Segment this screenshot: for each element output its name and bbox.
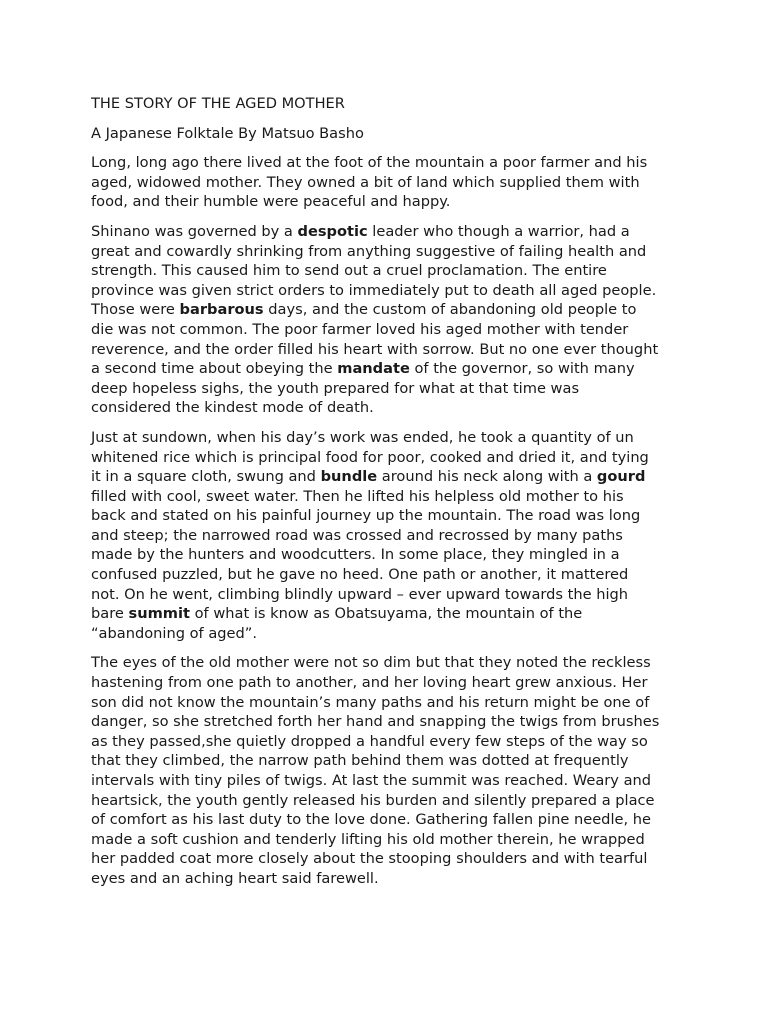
paragraph-line — [91, 771, 691, 791]
paragraph-line — [91, 869, 691, 889]
paragraph-line — [91, 526, 691, 546]
text-run: Just at sundown, when his day’s work was ended, he took a quantity of un — [91, 428, 634, 446]
paragraph-line — [91, 693, 691, 713]
text-run: filled with cool, sweet water. Then he lifted his helpless old mother to his — [91, 487, 624, 505]
document-subtitle: A Japanese Folktale By Matsuo Basho — [91, 124, 364, 142]
text-run: of the governor, so with many — [409, 360, 635, 378]
text-run: great and cowardly shrinking from anything suggestive of failing health and — [91, 242, 647, 260]
paragraph-4 — [91, 653, 691, 888]
paragraph-line — [91, 192, 691, 212]
paragraph-line — [91, 242, 691, 262]
paragraph-list — [91, 153, 691, 888]
text-run: eyes and an aching heart said farewell. — [91, 869, 379, 887]
text-run: bare — [91, 605, 129, 623]
text-run: considered the kindest mode of death. — [91, 399, 374, 417]
paragraph-line — [91, 565, 691, 585]
paragraph-1 — [91, 153, 691, 212]
text-run: leader who though a warrior, had a — [367, 222, 630, 240]
bold-vocabulary-word: gourd — [596, 468, 646, 486]
paragraph-line — [91, 810, 691, 830]
text-run: heartsick, the youth gently released his burden and silently prepared a place — [91, 791, 655, 809]
text-run: die was not common. The poor farmer loved his aged mother with tender — [91, 320, 629, 338]
text-run: “abandoning of aged”. — [91, 624, 257, 642]
text-run: food, and their humble were peaceful and happy. — [91, 193, 451, 211]
text-run: reverence, and the order filled his heart with sorrow. But no one ever thought — [91, 340, 659, 358]
paragraph-line — [91, 379, 691, 399]
paragraph-line — [91, 428, 691, 448]
paragraph-line — [91, 624, 691, 644]
paragraph-line — [91, 585, 691, 605]
text-run: a second time about obeying the — [91, 360, 338, 378]
text-run: Those were — [91, 301, 180, 319]
paragraph-line — [91, 791, 691, 811]
paragraph-line — [91, 653, 691, 673]
text-run: of what is know as Obatsuyama, the mountain of the — [189, 605, 583, 623]
text-run: her padded coat more closely about the stooping shoulders and with tearful — [91, 850, 648, 868]
text-run: that they climbed, the narrow path behind them was dotted at frequently — [91, 752, 629, 770]
paragraph-2 — [91, 222, 691, 418]
paragraph-line — [91, 340, 691, 360]
paragraph-line — [91, 359, 691, 379]
paragraph-line — [91, 281, 691, 301]
text-run: of comfort as his last duty to the love done. Gathering fallen pine needle, he — [91, 811, 651, 829]
text-run: intervals with tiny piles of twigs. At last the summit was reached. Weary and — [91, 772, 652, 789]
text-run: not. On he went, climbing blindly upward – ever upward towards the high — [91, 585, 629, 603]
paragraph-line — [91, 604, 691, 624]
text-run: deep hopeless sighs, the youth prepared for what at that time was — [91, 379, 580, 397]
bold-vocabulary-word: barbarous — [179, 301, 264, 319]
paragraph-line — [91, 830, 691, 850]
paragraph-line — [91, 732, 691, 752]
bold-vocabulary-word: bundle — [320, 468, 378, 486]
paragraph-line — [91, 487, 691, 507]
paragraph-line — [91, 173, 691, 193]
text-run: The eyes of the old mother were not so dim but that they noted the reckless — [91, 654, 651, 672]
text-run: as they passed,she quietly dropped a handful every few steps of the way so — [91, 732, 648, 750]
paragraph-line — [91, 261, 691, 281]
text-run: made a soft cushion and tenderly lifting his old mother therein, he wrapped — [91, 830, 645, 848]
paragraph-line — [91, 467, 691, 487]
paragraph-line — [91, 712, 691, 732]
paragraph-line — [91, 506, 691, 526]
text-run: Shinano was governed by a — [91, 222, 298, 240]
paragraph-line — [91, 222, 691, 242]
paragraph-line — [91, 751, 691, 771]
text-run: danger, so she stretched forth her hand and snapping the twigs from brushes — [91, 713, 660, 731]
text-run: around his neck along with a — [377, 468, 597, 486]
text-run: Long, long ago there lived at the foot of the mountain a poor farmer and his — [91, 154, 648, 172]
text-run: confused puzzled, but he gave no heed. One path or another, it mattered — [91, 566, 629, 584]
document-body — [91, 94, 691, 899]
text-run: days, and the custom of abandoning old people to — [263, 301, 637, 319]
text-run: province was given strict orders to immediately put to death all aged people. — [91, 281, 657, 299]
paragraph-line — [91, 153, 691, 173]
text-run: back and stated on his painful journey up the mountain. The road was long — [91, 507, 641, 525]
text-run: whitened rice which is principal food for poor, cooked and dried it, and tying — [91, 448, 649, 466]
text-run: strength. This caused him to send out a cruel proclamation. The entire — [91, 262, 607, 280]
paragraph-line — [91, 545, 691, 565]
paragraph-line — [91, 300, 691, 320]
paragraph-line — [91, 849, 691, 869]
text-run: aged, widowed mother. They owned a bit of land which supplied them with — [91, 173, 640, 191]
paragraph-line — [91, 673, 691, 693]
bold-vocabulary-word: summit — [128, 605, 190, 623]
paragraph-line — [91, 320, 691, 340]
text-run: hastening from one path to another, and her loving heart grew anxious. Her — [91, 674, 648, 692]
text-run: made by the hunters and woodcutters. In some place, they mingled in a — [91, 546, 620, 564]
paragraph-line — [91, 398, 691, 418]
document-title: THE STORY OF THE AGED MOTHER — [91, 95, 345, 112]
paragraph-line — [91, 448, 691, 468]
text-run: son did not know the mountain’s many paths and his return might be one of — [91, 693, 650, 711]
paragraph-3 — [91, 428, 691, 644]
text-run: and steep; the narrowed road was crossed and recrossed by many paths — [91, 526, 623, 544]
bold-vocabulary-word: despotic — [297, 222, 368, 240]
bold-vocabulary-word: mandate — [337, 360, 410, 378]
text-run: it in a square cloth, swung and — [91, 468, 321, 486]
